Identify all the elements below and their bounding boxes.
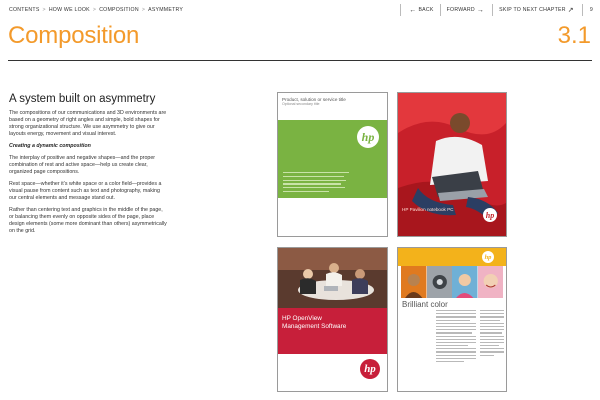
page-number: 9: [582, 4, 597, 16]
hp-logo-icon: hp: [483, 208, 497, 222]
back-label: BACK: [418, 7, 434, 13]
skip-label: SKIP TO NEXT CHAPTER: [499, 7, 566, 13]
breadcrumb-separator: >: [92, 7, 97, 13]
breadcrumb-asymmetry[interactable]: ASYMMETRY: [148, 7, 184, 13]
breadcrumb-composition[interactable]: COMPOSITION: [99, 7, 139, 13]
breadcrumb-how-we-look[interactable]: HOW WE LOOK: [48, 7, 90, 13]
paragraph-rest-space: Rest space—whether it’s white space or a color field—provides a visual pause from content such as text and photography, making our central elements and message stand out.: [9, 181, 162, 201]
object-photo: [427, 266, 453, 298]
forward-label: FORWARD: [446, 7, 475, 13]
meeting-photo: [278, 248, 387, 308]
breadcrumb-contents[interactable]: CONTENTS: [9, 7, 40, 13]
arrow-right-icon: →: [476, 6, 485, 14]
paragraph-intro: The compositions of our communications and 3D environments are based on a geometry of right angles and simple, bold shapes for strong organizational structure. We use asymmetry to give our layouts energy, movement and visual interest.: [9, 110, 167, 137]
green-color-field: [278, 120, 387, 198]
section-number: 3.1: [557, 22, 591, 49]
content-column: [9, 93, 167, 240]
body-text-column-2: [480, 310, 504, 358]
product-sheet-subtitle: Optional secondary title: [282, 102, 320, 106]
example-laptop-ad: [397, 92, 507, 237]
top-navigation: [0, 0, 600, 20]
page-title: Composition: [8, 22, 140, 49]
example-brilliant-color: [397, 247, 507, 392]
portrait-photo: [401, 266, 427, 298]
paragraph-interplay: The interplay of positive and negative shapes—and the proper combination of rest and active space—help us create clear, organized page compositions.: [9, 155, 156, 175]
forward-button[interactable]: [440, 4, 493, 16]
breadcrumb-separator: >: [42, 7, 46, 13]
photo-strip: [401, 266, 503, 298]
body-text-lines: [283, 172, 349, 195]
section-subtitle: A system built on asymmetry: [9, 93, 156, 105]
header-divider: [8, 60, 592, 61]
hp-logo-icon: hp: [482, 251, 494, 263]
yellow-color-field: [398, 248, 506, 266]
example-product-sheet: [277, 92, 388, 237]
laptop-ad-caption: HP Pavilion notebook PC: [402, 207, 454, 212]
hp-logo-icon: hp: [357, 126, 379, 148]
body-text-column-1: [436, 310, 476, 364]
back-button[interactable]: [400, 4, 439, 16]
arrow-left-icon: ←: [409, 6, 417, 14]
breadcrumb: [9, 7, 183, 13]
product-sheet-title: Product, solution or service title: [282, 97, 346, 102]
openview-caption: [282, 315, 346, 331]
hp-logo-icon: hp: [360, 359, 380, 379]
breadcrumb-separator: >: [141, 7, 146, 13]
section-heading: Creating a dynamic composition: [9, 143, 91, 149]
openview-caption-line2: Management Software: [282, 323, 347, 330]
paragraph-placement: Rather than centering text and graphics in the middle of the page, or balancing them evenly on opposite sides of the page, place design elements (some more dominant than others) asymmetrically on the grid.: [9, 207, 167, 234]
skip-to-next-chapter-button[interactable]: [492, 4, 582, 16]
child-photo: [452, 266, 478, 298]
example-openview-brochure: [277, 247, 388, 392]
page-navigation: [400, 4, 597, 16]
arrow-up-right-icon: ↗: [567, 7, 574, 14]
smile-photo: [478, 266, 504, 298]
openview-caption-line1: HP OpenView: [282, 315, 322, 322]
brilliant-color-caption: Brilliant color: [402, 300, 448, 309]
